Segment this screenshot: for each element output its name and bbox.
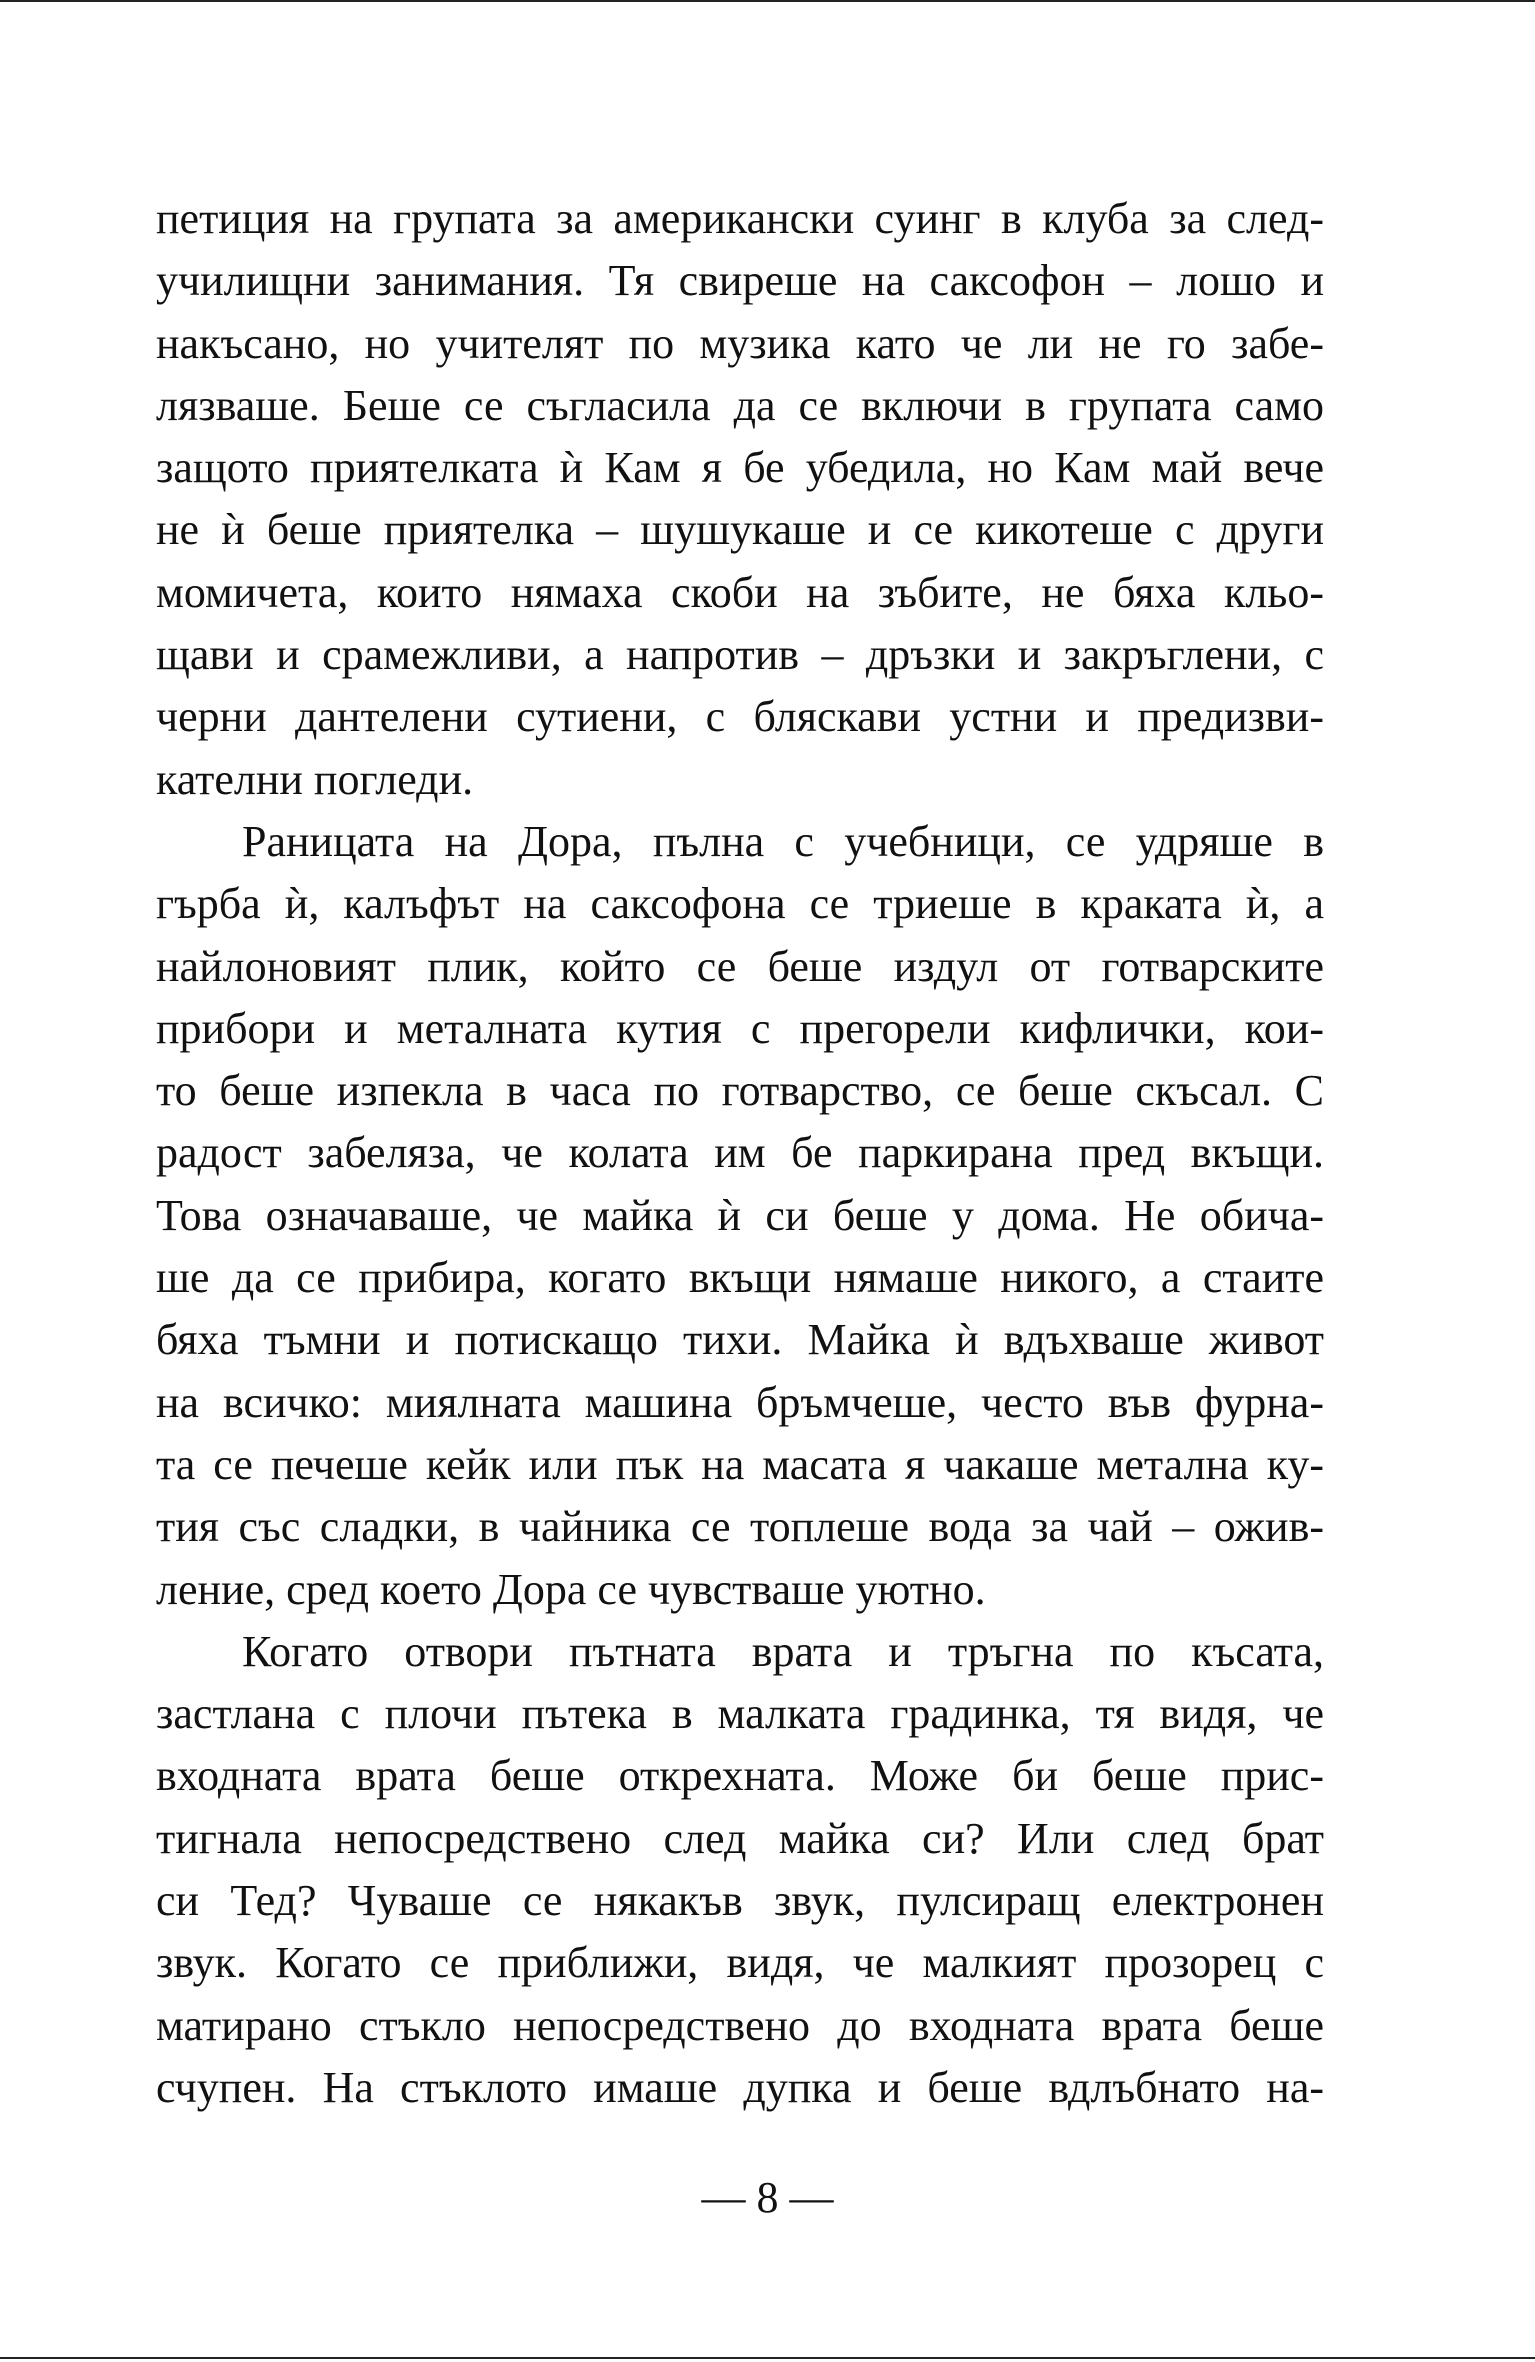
text-line: черни дантелени сутиени, с бляскави устни и предизви- (156, 692, 1324, 742)
text-line: та се печеше кейк или пък на масата я чакаше метална ку- (156, 1439, 1324, 1489)
text-line: прибори и металната кутия с прегорели кифлички, кои- (156, 1003, 1324, 1053)
text-line: момичета, които нямаха скоби на зъбите, не бяха кльо- (156, 567, 1324, 617)
text-line: звук. Когато се приближи, видя, че малкият прозорец с (156, 1938, 1324, 1988)
text-line: тия със сладки, в чайника се топлеше вода за чай – ожив- (156, 1502, 1324, 1552)
text-line: счупен. На стъклото имаше дупка и беше вдлъбнато на- (156, 2062, 1324, 2112)
text-line: накъсано, но учителят по музика като че ли не го забе- (156, 318, 1324, 368)
body-text (156, 188, 1324, 2119)
text-line: ше да се прибира, когато вкъщи нямаше никого, а стаите (156, 1253, 1324, 1303)
page-number: — 8 — (701, 2173, 834, 2222)
text-line: не ѝ беше приятелка – шушукаше и се кикотеше с други (156, 505, 1324, 555)
text-line: застлана с плочи пътека в малката градинка, тя видя, че (156, 1689, 1324, 1739)
text-line: Раницата на Дора, пълна с учебници, се удряше в (242, 816, 1324, 866)
text-line: гърба ѝ, калъфът на саксофона се триеше в краката ѝ, а (156, 879, 1324, 929)
text-line: ление, сред което Дора се чувстваше уютно. (156, 1564, 986, 1614)
text-line: Това означаваше, че майка ѝ си беше у дома. Не обича- (156, 1190, 1324, 1240)
text-line: защото приятелката ѝ Кам я бе убедила, но Кам май вече (156, 443, 1324, 493)
text-line: то беше изпекла в часа по готварство, се беше скъсал. С (156, 1066, 1324, 1116)
text-line: си Тед? Чуваше се някакъв звук, пулсиращ електронен (156, 1876, 1324, 1926)
text-line: Когато отвори пътната врата и тръгна по късата, (242, 1626, 1324, 1676)
text-line: найлоновият плик, който се беше издул от готварските (156, 941, 1324, 991)
paragraph-1 (156, 188, 1324, 811)
text-line: петиция на групата за американски суинг в клуба за след- (156, 194, 1324, 243)
text-line: матирано стъкло непосредствено до входната врата беше (156, 2000, 1324, 2050)
text-line: входната врата беше открехната. Може би беше прис- (156, 1751, 1324, 1801)
text-line: тигнала непосредствено след майка си? Или след брат (156, 1813, 1324, 1863)
text-line: радост забеляза, че колата им бе паркирана пред вкъщи. (156, 1128, 1324, 1178)
bottom-border-line (0, 2357, 1535, 2359)
text-line: кателни погледи. (156, 754, 474, 804)
text-line: лязваше. Беше се съгласила да се включи в групата само (156, 380, 1324, 430)
text-line: щави и срамежливи, а напротив – дръзки и закръглени, с (156, 630, 1324, 680)
paragraph-3 (156, 1621, 1324, 2119)
top-border-line (0, 0, 1535, 2)
paragraph-2 (156, 811, 1324, 1621)
text-line: бяха тъмни и потискащо тихи. Майка ѝ вдъхваше живот (156, 1315, 1324, 1365)
text-line: на всичко: миялната машина бръмчеше, често във фурна- (156, 1377, 1324, 1427)
text-line: училищни занимания. Тя свиреше на саксофон – лошо и (156, 256, 1324, 306)
